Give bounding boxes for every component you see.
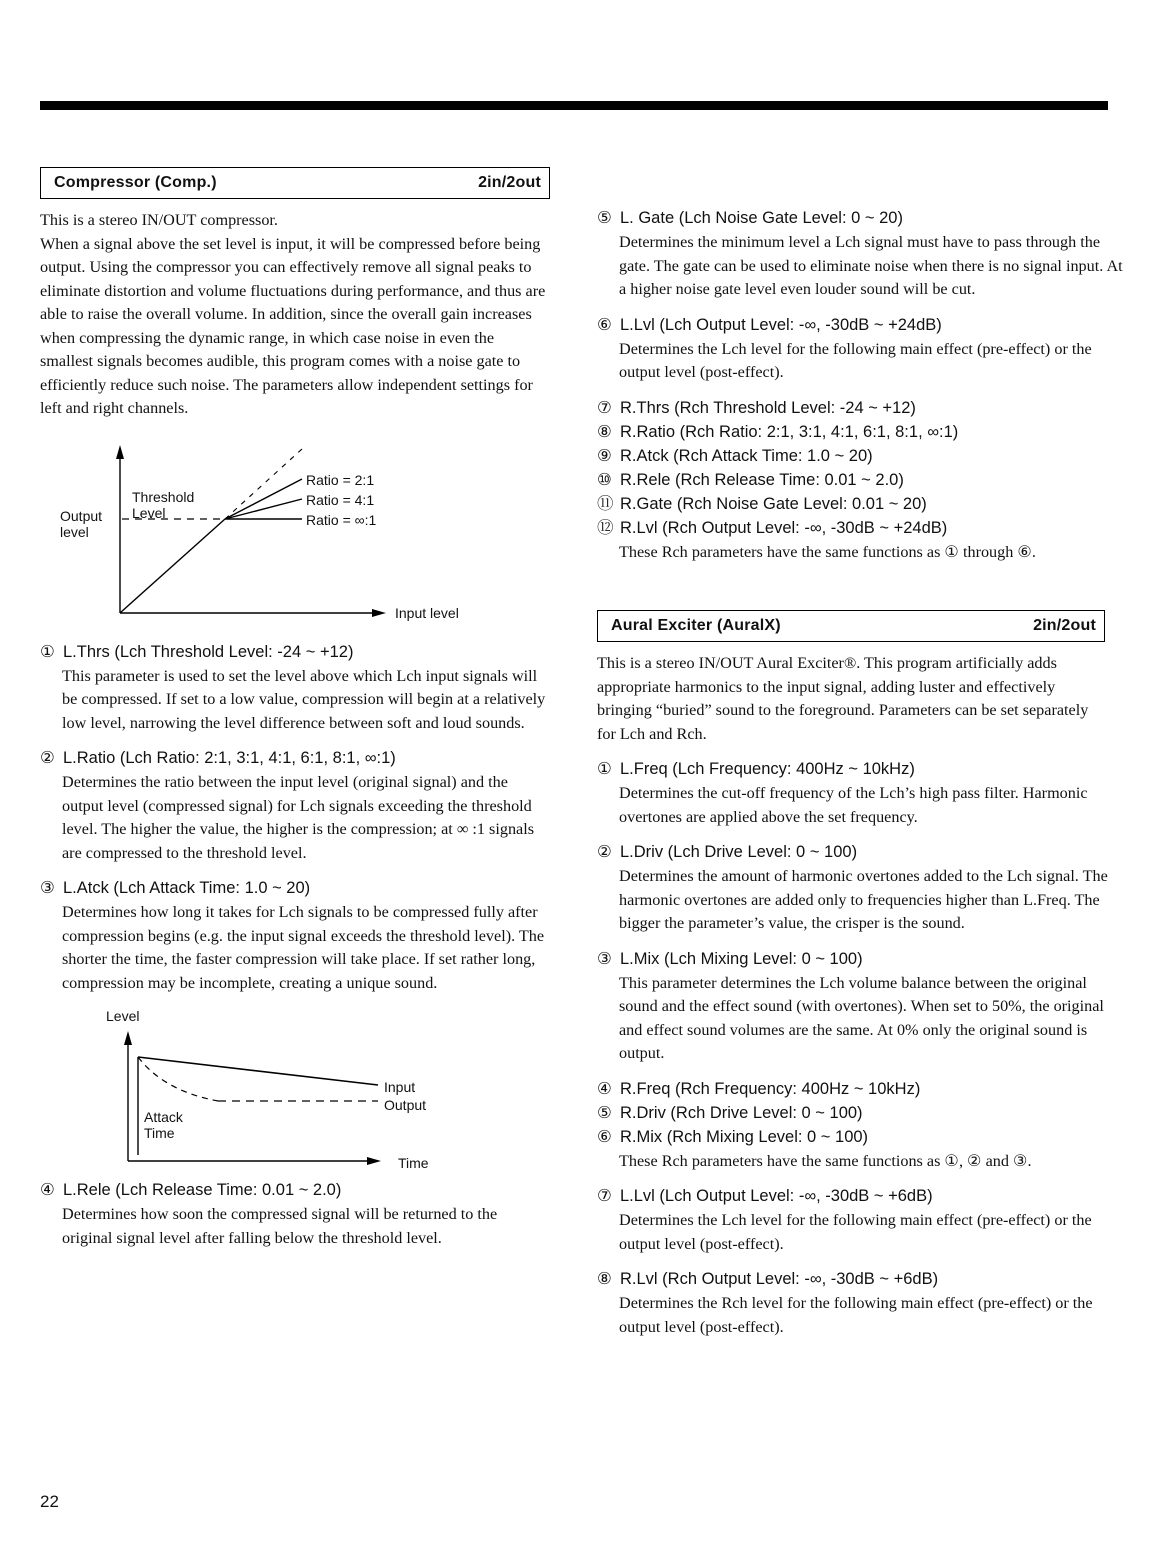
attack-curve xyxy=(138,1057,218,1101)
param-l-mix xyxy=(597,948,1127,1066)
param-heading: L.Ratio (Lch Ratio: 2:1, 3:1, 4:1, 6:1, 8:1, ∞:1) xyxy=(63,749,396,767)
param-number: ⑪ xyxy=(597,494,614,513)
ratio-inf-label: Ratio = ∞:1 xyxy=(306,511,377,528)
param-number: ③ xyxy=(40,879,55,897)
x-axis-arrow xyxy=(367,1157,381,1165)
param-number: ⑫ xyxy=(597,518,614,537)
param-description: Determines the ratio between the input level (original signal) and the output level (compressed signal) for Lch signals exceeding the threshold level. The higher the value, the higher is the compression; at ∞ :1 signals are compressed to the threshold level. xyxy=(62,773,535,862)
param-description: Determines the Lch level for the following main effect (pre-effect) or the output level (post-effect). xyxy=(619,339,1092,381)
param-heading: R.Atck (Rch Attack Time: 1.0 ~ 20) xyxy=(620,446,873,465)
param-description: This parameter is used to set the level above which Lch input signals will be compressed. If set to a low value, compression will begin at a relatively low level, narrowing the level difference between soft and loud sounds. xyxy=(62,666,546,732)
compressor-intro xyxy=(40,209,550,421)
param-l-thrs xyxy=(40,641,550,736)
param-l-gate xyxy=(597,207,1127,302)
aural-exciter-header xyxy=(597,610,1105,642)
compressor-title: Compressor (Comp.) xyxy=(54,174,217,191)
aural-exciter-title: Aural Exciter (AuralX) xyxy=(611,617,781,634)
param-heading: L.Thrs (Lch Threshold Level: -24 ~ +12) xyxy=(63,642,354,661)
param-description: Determines the minimum level a Lch signal must have to pass through the gate. The gate can be used to eliminate noise when there is no signal input. At a higher noise gate level even louder sound will be cut. xyxy=(619,233,1123,298)
param-heading: R.Gate (Rch Noise Gate Level: 0.01 ~ 20) xyxy=(620,494,927,513)
param-aural-l-lvl xyxy=(597,1185,1127,1256)
param-number: ⑨ xyxy=(597,446,612,465)
rch-param-r-gate xyxy=(597,493,1127,515)
param-l-ratio xyxy=(40,747,550,865)
param-l-lvl xyxy=(597,314,1127,385)
param-number: ⑤ xyxy=(597,1103,612,1122)
intro-paragraph: When a signal above the set level is input, it will be compressed before being output. Using the compressor you can effectively remove all signal peaks to eliminate distortion and volume fluctuations during performance, and thus are able to raise the overall volume. In addition, since the overall gain increases when compressing the dynamic range, in which case noise in even the smallest signals becomes audible, this program comes with a noise gate to efficiently reduce such noise. The parameters allow independent settings for left and right channels. xyxy=(40,234,546,417)
compressor-io: 2in/2out xyxy=(478,174,541,191)
param-description: This parameter determines the Lch volume balance between the original sound and the effect sound (with overtones). When set to 50%, the original and effect sound volumes are the same. At 0% only the original sound is output. xyxy=(619,973,1104,1062)
param-description: Determines the cut-off frequency of the Lch’s high pass filter. Harmonic overtones are applied above the set frequency. xyxy=(619,784,1088,826)
param-heading: L.Rele (Lch Release Time: 0.01 ~ 2.0) xyxy=(63,1181,342,1199)
rch-param-r-freq xyxy=(597,1078,1127,1100)
param-number: ② xyxy=(40,749,55,767)
param-number: ⑥ xyxy=(597,315,612,334)
threshold-level-label: Threshold Level xyxy=(132,488,195,521)
param-number: ④ xyxy=(597,1079,612,1098)
param-heading: L.Lvl (Lch Output Level: -∞, -30dB ~ +24dB) xyxy=(620,315,942,334)
level-label: Level xyxy=(106,1008,140,1024)
left-column xyxy=(40,167,550,1250)
input-signal-line xyxy=(138,1057,378,1085)
param-heading: L.Driv (Lch Drive Level: 0 ~ 100) xyxy=(620,843,858,861)
param-heading: L.Atck (Lch Attack Time: 1.0 ~ 20) xyxy=(63,879,311,897)
param-description: Determines the Rch level for the following main effect (pre-effect) or the output level (post-effect). xyxy=(619,1294,1093,1336)
rch-param-r-lvl xyxy=(597,517,1127,565)
x-axis-arrow xyxy=(372,609,386,617)
param-number: ⑦ xyxy=(597,398,612,417)
param-heading: R.Freq (Rch Frequency: 400Hz ~ 10kHz) xyxy=(620,1079,921,1098)
right-column xyxy=(597,207,1127,1339)
ratio-4-label: Ratio = 4:1 xyxy=(306,491,375,508)
input-level-label: Input level xyxy=(395,604,459,621)
param-heading: R.Rele (Rch Release Time: 0.01 ~ 2.0) xyxy=(620,470,904,489)
param-description: Determines the amount of harmonic overtones added to the Lch signal. The harmonic overtones are added only to frequencies higher than L.Freq. The bigger the parameter’s value, the crisper is the sound. xyxy=(619,867,1108,932)
param-number: ⑤ xyxy=(597,209,612,227)
param-number: ⑩ xyxy=(597,470,612,489)
param-heading: R.Ratio (Rch Ratio: 2:1, 3:1, 4:1, 6:1, 8:1, ∞:1) xyxy=(620,422,959,441)
param-number: ⑦ xyxy=(597,1187,612,1205)
rch-note: These Rch parameters have the same functions as ①, ② and ③. xyxy=(619,1151,1032,1170)
attack-time-label: Attack Time xyxy=(144,1109,183,1141)
output-level-label: Output level xyxy=(60,507,103,540)
param-l-rele xyxy=(40,1179,550,1250)
param-description: Determines the Lch level for the following main effect (pre-effect) or the output level (post-effect). xyxy=(619,1211,1092,1253)
param-heading: R.Mix (Rch Mixing Level: 0 ~ 100) xyxy=(620,1127,869,1146)
rch-param-r-driv xyxy=(597,1102,1127,1124)
param-heading: R.Driv (Rch Drive Level: 0 ~ 100) xyxy=(620,1103,863,1122)
ratio-2-line xyxy=(225,479,302,519)
param-number: ① xyxy=(597,760,612,778)
rch-param-r-atck xyxy=(597,445,1127,467)
rch-note: These Rch parameters have the same functions as ① through ⑥. xyxy=(619,542,1036,561)
attack-time-diagram xyxy=(40,1007,550,1175)
param-number: ⑧ xyxy=(597,1270,612,1288)
rch-param-r-mix xyxy=(597,1126,1127,1174)
input-label: Input xyxy=(384,1079,416,1095)
aural-intro: This is a stereo IN/OUT Aural Exciter®. This program artificially adds appropriate harmonics to the input signal, adding luster and effectively bringing “buried” sound to the foreground. Parameters can be set separately for Lch and Rch. xyxy=(597,654,1089,743)
ratio-2-label: Ratio = 2:1 xyxy=(306,471,375,488)
y-axis-arrow xyxy=(116,445,124,459)
param-description: Determines how long it takes for Lch signals to be compressed fully after compression begins (e.g. the input signal exceeds the threshold level). The shorter the time, the faster compression will take place. If set rather long, compression may be incomplete, creating a unique sound. xyxy=(62,903,545,992)
input-slope-line xyxy=(120,519,225,613)
threshold-ratio-diagram xyxy=(40,437,550,627)
param-description: Determines how soon the compressed signal will be returned to the original signal level after falling below the threshold level. xyxy=(62,1205,498,1247)
param-l-atck xyxy=(40,877,550,995)
aural-exciter-io: 2in/2out xyxy=(1033,617,1096,634)
param-number: ① xyxy=(40,642,55,661)
y-axis-arrow xyxy=(124,1031,132,1045)
top-rule xyxy=(40,101,1108,110)
param-heading: R.Lvl (Rch Output Level: -∞, -30dB ~ +24dB) xyxy=(620,518,948,537)
param-number: ④ xyxy=(40,1181,55,1199)
param-heading: R.Thrs (Rch Threshold Level: -24 ~ +12) xyxy=(620,398,916,417)
page-number: 22 xyxy=(40,1492,59,1511)
time-label: Time xyxy=(398,1155,429,1171)
param-heading: R.Lvl (Rch Output Level: -∞, -30dB ~ +6dB) xyxy=(620,1270,939,1288)
param-heading: L.Mix (Lch Mixing Level: 0 ~ 100) xyxy=(620,949,863,968)
param-number: ② xyxy=(597,843,612,861)
rch-param-r-ratio xyxy=(597,421,1127,443)
attack-time-svg xyxy=(40,1007,550,1175)
intro-line: This is a stereo IN/OUT compressor. xyxy=(40,211,278,229)
param-number: ⑧ xyxy=(597,422,612,441)
param-number: ⑥ xyxy=(597,1127,612,1146)
param-number: ③ xyxy=(597,949,612,968)
output-label: Output xyxy=(384,1097,427,1113)
rch-param-r-rele xyxy=(597,469,1127,491)
param-heading: L.Lvl (Lch Output Level: -∞, -30dB ~ +6dB) xyxy=(620,1187,933,1205)
param-heading: L. Gate (Lch Noise Gate Level: 0 ~ 20) xyxy=(620,209,903,227)
rch-param-r-thrs xyxy=(597,397,1127,419)
param-heading: L.Freq (Lch Frequency: 400Hz ~ 10kHz) xyxy=(620,760,915,778)
param-l-freq xyxy=(597,758,1127,829)
param-aural-r-lvl xyxy=(597,1268,1127,1339)
compressor-header xyxy=(40,167,550,199)
param-l-driv xyxy=(597,841,1127,936)
